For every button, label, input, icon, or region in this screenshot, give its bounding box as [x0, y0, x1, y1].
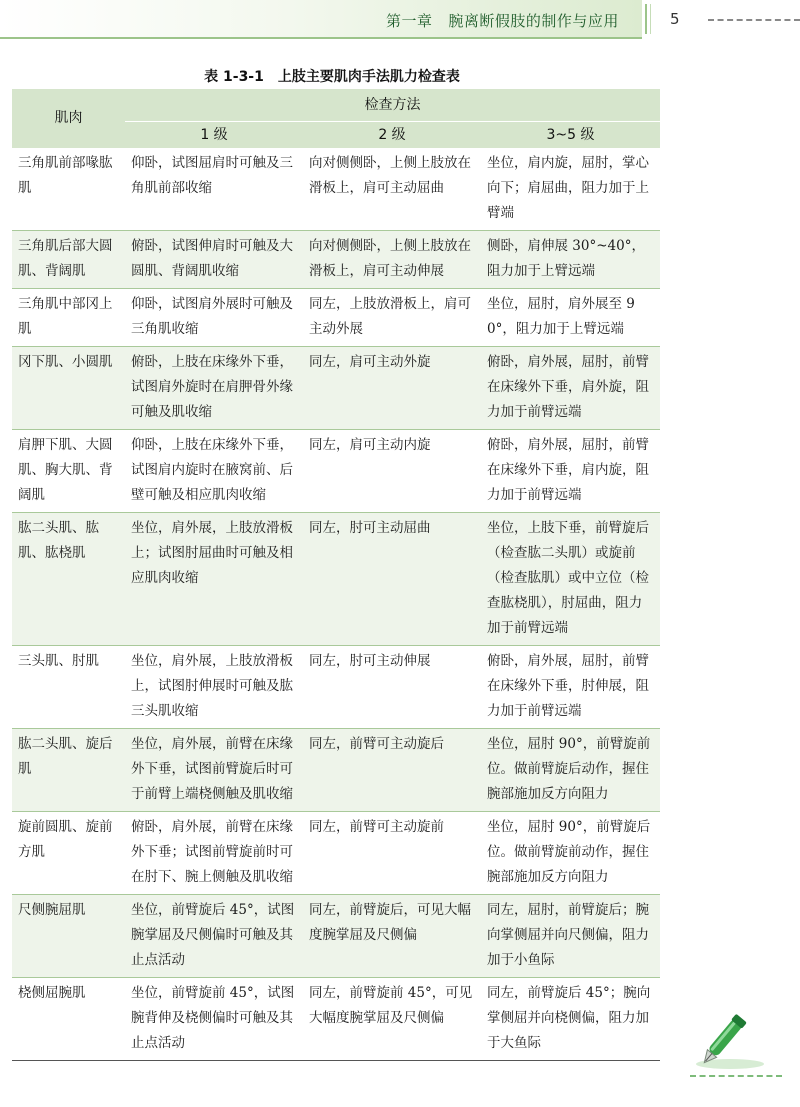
grade-1-cell: 坐位，肩外展，上肢放滑板上；试图肘屈曲时可触及相应肌肉收缩: [125, 513, 303, 646]
muscle-cell: 旋前圆肌、旋前方肌: [12, 812, 125, 895]
grade-3-5-cell: 俯卧，肩外展，屈肘，前臂在床缘外下垂，肩外旋，阻力加于前臂远端: [481, 347, 660, 430]
muscle-cell: 肱二头肌、旋后肌: [12, 729, 125, 812]
running-header: [386, 10, 619, 31]
grade-1-cell: 坐位，肩外展，上肢放滑板上，试图肘伸展时可触及肱三头肌收缩: [125, 646, 303, 729]
grade-2-cell: 同左，前臂可主动旋后: [303, 729, 481, 812]
muscle-cell: 冈下肌、小圆肌: [12, 347, 125, 430]
grade-3-5-cell: 坐位，上肢下垂，前臂旋后（检查肱二头肌）或旋前（检查肱肌）或中立位（检查肱桡肌），肘屈曲，阻力加于前臂远端: [481, 513, 660, 646]
chapter-label: 第一章: [386, 12, 433, 30]
muscle-cell: 三角肌中部冈上肌: [12, 289, 125, 347]
grade-2-cell: 同左，前臂旋前 45°，可见大幅度腕掌屈及尺侧偏: [303, 978, 481, 1061]
header-grade-2: 2 级: [303, 122, 481, 149]
muscle-cell: 三角肌前部喙肱肌: [12, 148, 125, 231]
table-row: [12, 978, 660, 1061]
table-row: [12, 513, 660, 646]
header-grade-1: 1 级: [125, 122, 303, 149]
table-caption: 表 1-3-1 上肢主要肌肉手法肌力检查表: [204, 69, 460, 85]
muscle-cell: 三头肌、肘肌: [12, 646, 125, 729]
grade-1-cell: 仰卧，试图屈肩时可触及三角肌前部收缩: [125, 148, 303, 231]
grade-1-cell: 俯卧，试图伸肩时可触及大圆肌、背阔肌收缩: [125, 231, 303, 289]
header-separator: [645, 4, 647, 34]
header-separator-thin: [650, 4, 651, 34]
grade-2-cell: 向对侧侧卧，上侧上肢放在滑板上，肩可主动伸展: [303, 231, 481, 289]
grade-2-cell: 同左，肩可主动外旋: [303, 347, 481, 430]
header-method: 检查方法: [125, 89, 660, 122]
footer-dashed-line: [690, 1075, 782, 1077]
grade-1-cell: 仰卧，上肢在床缘外下垂，试图肩内旋时在腋窝前、后壁可触及相应肌肉收缩: [125, 430, 303, 513]
grade-1-cell: 俯卧，上肢在床缘外下垂，试图肩外旋时在肩胛骨外缘可触及肌收缩: [125, 347, 303, 430]
muscle-test-table: [12, 89, 660, 1061]
header-dashed-line: [708, 19, 800, 21]
muscle-cell: 桡侧屈腕肌: [12, 978, 125, 1061]
grade-2-cell: 同左，前臂旋后，可见大幅度腕掌屈及尺侧偏: [303, 895, 481, 978]
header-grade-3-5: 3~5 级: [481, 122, 660, 149]
grade-2-cell: 同左，肘可主动屈曲: [303, 513, 481, 646]
grade-3-5-cell: 坐位，屈肘，肩外展至 90°，阻力加于上臂远端: [481, 289, 660, 347]
grade-1-cell: 坐位，肩外展，前臂在床缘外下垂，试图前臂旋后时可于前臂上端桡侧触及肌收缩: [125, 729, 303, 812]
header-muscle: 肌肉: [12, 89, 125, 148]
grade-3-5-cell: 俯卧，肩外展，屈肘，前臂在床缘外下垂，肩内旋，阻力加于前臂远端: [481, 430, 660, 513]
chapter-title: 腕离断假肢的制作与应用: [448, 12, 619, 30]
table-row: [12, 231, 660, 289]
table-row: [12, 148, 660, 231]
grade-1-cell: 坐位，前臂旋后 45°，试图腕掌屈及尺侧偏时可触及其止点活动: [125, 895, 303, 978]
grade-2-cell: 同左，肩可主动内旋: [303, 430, 481, 513]
grade-3-5-cell: 侧卧，肩伸展 30°~40°，阻力加于上臂远端: [481, 231, 660, 289]
table-row: [12, 430, 660, 513]
table-row: [12, 646, 660, 729]
grade-2-cell: 同左，肘可主动伸展: [303, 646, 481, 729]
grade-3-5-cell: 坐位，肩内旋，屈肘，掌心向下；肩屈曲，阻力加于上臂端: [481, 148, 660, 231]
table-row: [12, 289, 660, 347]
grade-1-cell: 仰卧，试图肩外展时可触及三角肌收缩: [125, 289, 303, 347]
grade-3-5-cell: 坐位，屈肘 90°，前臂旋后位。做前臂旋前动作，握住腕部施加反方向阻力: [481, 812, 660, 895]
header-rule: [0, 37, 642, 39]
muscle-cell: 三角肌后部大圆肌、背阔肌: [12, 231, 125, 289]
grade-3-5-cell: 俯卧，肩外展，屈肘，前臂在床缘外下垂，肘伸展，阻力加于前臂远端: [481, 646, 660, 729]
grade-3-5-cell: 同左，前臂旋后 45°；腕向掌侧屈并向桡侧偏，阻力加于大鱼际: [481, 978, 660, 1061]
table-row: [12, 729, 660, 812]
grade-3-5-cell: 同左，屈肘，前臂旋后；腕向掌侧屈并向尺侧偏，阻力加于小鱼际: [481, 895, 660, 978]
table-row: [12, 895, 660, 978]
table-row: [12, 347, 660, 430]
fountain-pen-icon: [690, 992, 770, 1072]
grade-1-cell: 俯卧，肩外展，前臂在床缘外下垂；试图前臂旋前时可在肘下、腕上侧触及肌收缩: [125, 812, 303, 895]
muscle-cell: 肱二头肌、肱肌、肱桡肌: [12, 513, 125, 646]
grade-2-cell: 向对侧侧卧，上侧上肢放在滑板上，肩可主动屈曲: [303, 148, 481, 231]
muscle-cell: 尺侧腕屈肌: [12, 895, 125, 978]
table-row: [12, 812, 660, 895]
grade-2-cell: 同左，上肢放滑板上，肩可主动外展: [303, 289, 481, 347]
grade-2-cell: 同左，前臂可主动旋前: [303, 812, 481, 895]
grade-3-5-cell: 坐位，屈肘 90°，前臂旋前位。做前臂旋后动作，握住腕部施加反方向阻力: [481, 729, 660, 812]
grade-1-cell: 坐位，前臂旋前 45°，试图腕背伸及桡侧偏时可触及其止点活动: [125, 978, 303, 1061]
page-number: 5: [670, 10, 680, 28]
muscle-cell: 肩胛下肌、大圆肌、胸大肌、背阔肌: [12, 430, 125, 513]
